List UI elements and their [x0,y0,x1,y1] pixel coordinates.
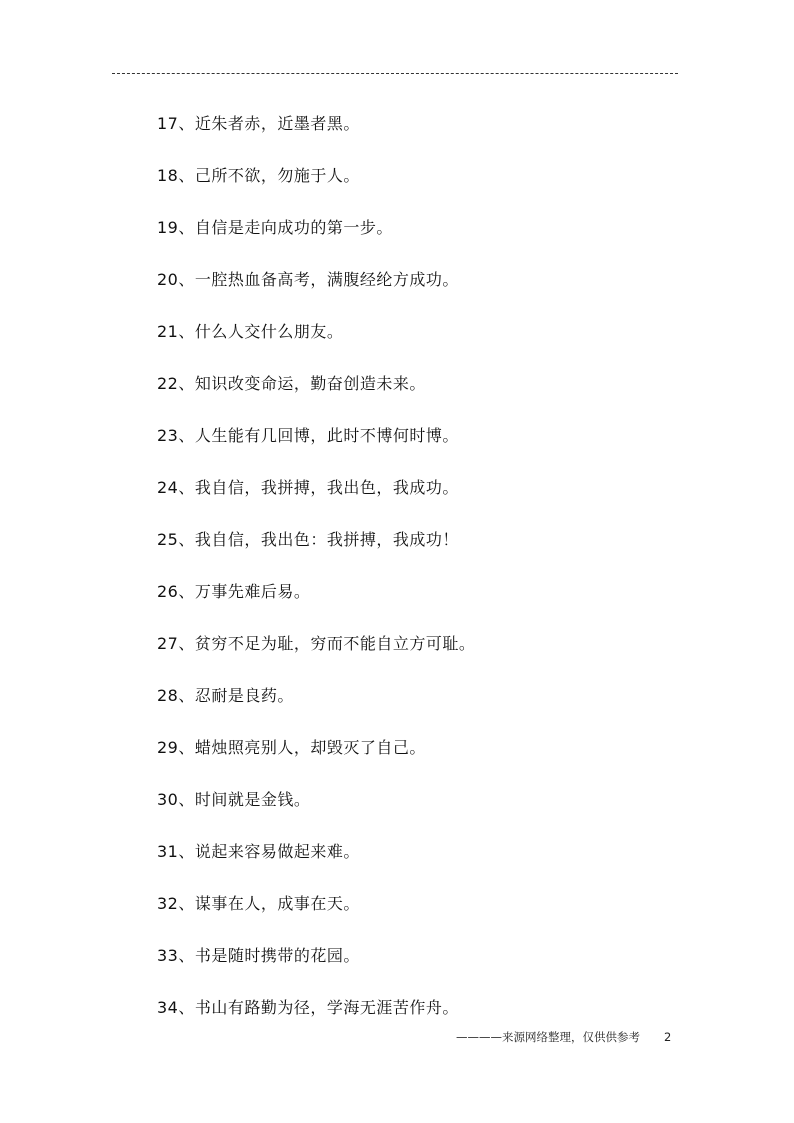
quote-line: 26、万事先难后易。 [157,582,311,601]
quote-line: 34、书山有路勤为径，学海无涯苦作舟。 [157,998,459,1017]
quote-line: 33、书是随时携带的花园。 [157,946,360,965]
quote-line: 25、我自信，我出色：我拼搏，我成功！ [157,530,459,549]
footer-source-note: ————来源网络整理，仅供供参考 [456,1030,640,1044]
page-number: 2 [664,1030,672,1044]
quote-line: 17、近朱者赤，近墨者黑。 [157,114,360,133]
quote-line: 32、谋事在人，成事在天。 [157,894,360,913]
quote-line: 24、我自信，我拼搏，我出色，我成功。 [157,478,459,497]
quote-line: 30、时间就是金钱。 [157,790,311,809]
quote-line: 29、蜡烛照亮别人，却毁灭了自己。 [157,738,426,757]
quote-line: 19、自信是走向成功的第一步。 [157,218,393,237]
quote-line: 21、什么人交什么朋友。 [157,322,344,341]
quote-line: 27、贫穷不足为耻，穷而不能自立方可耻。 [157,634,476,653]
quote-line: 23、人生能有几回博，此时不博何时博。 [157,426,459,445]
header-dashed-rule [112,73,678,74]
quote-line: 31、说起来容易做起来难。 [157,842,360,861]
quote-line: 18、己所不欲，勿施于人。 [157,166,360,185]
quote-line: 20、一腔热血备高考，满腹经纶方成功。 [157,270,459,289]
quote-line: 28、忍耐是良药。 [157,686,294,705]
quote-line: 22、知识改变命运，勤奋创造未来。 [157,374,426,393]
